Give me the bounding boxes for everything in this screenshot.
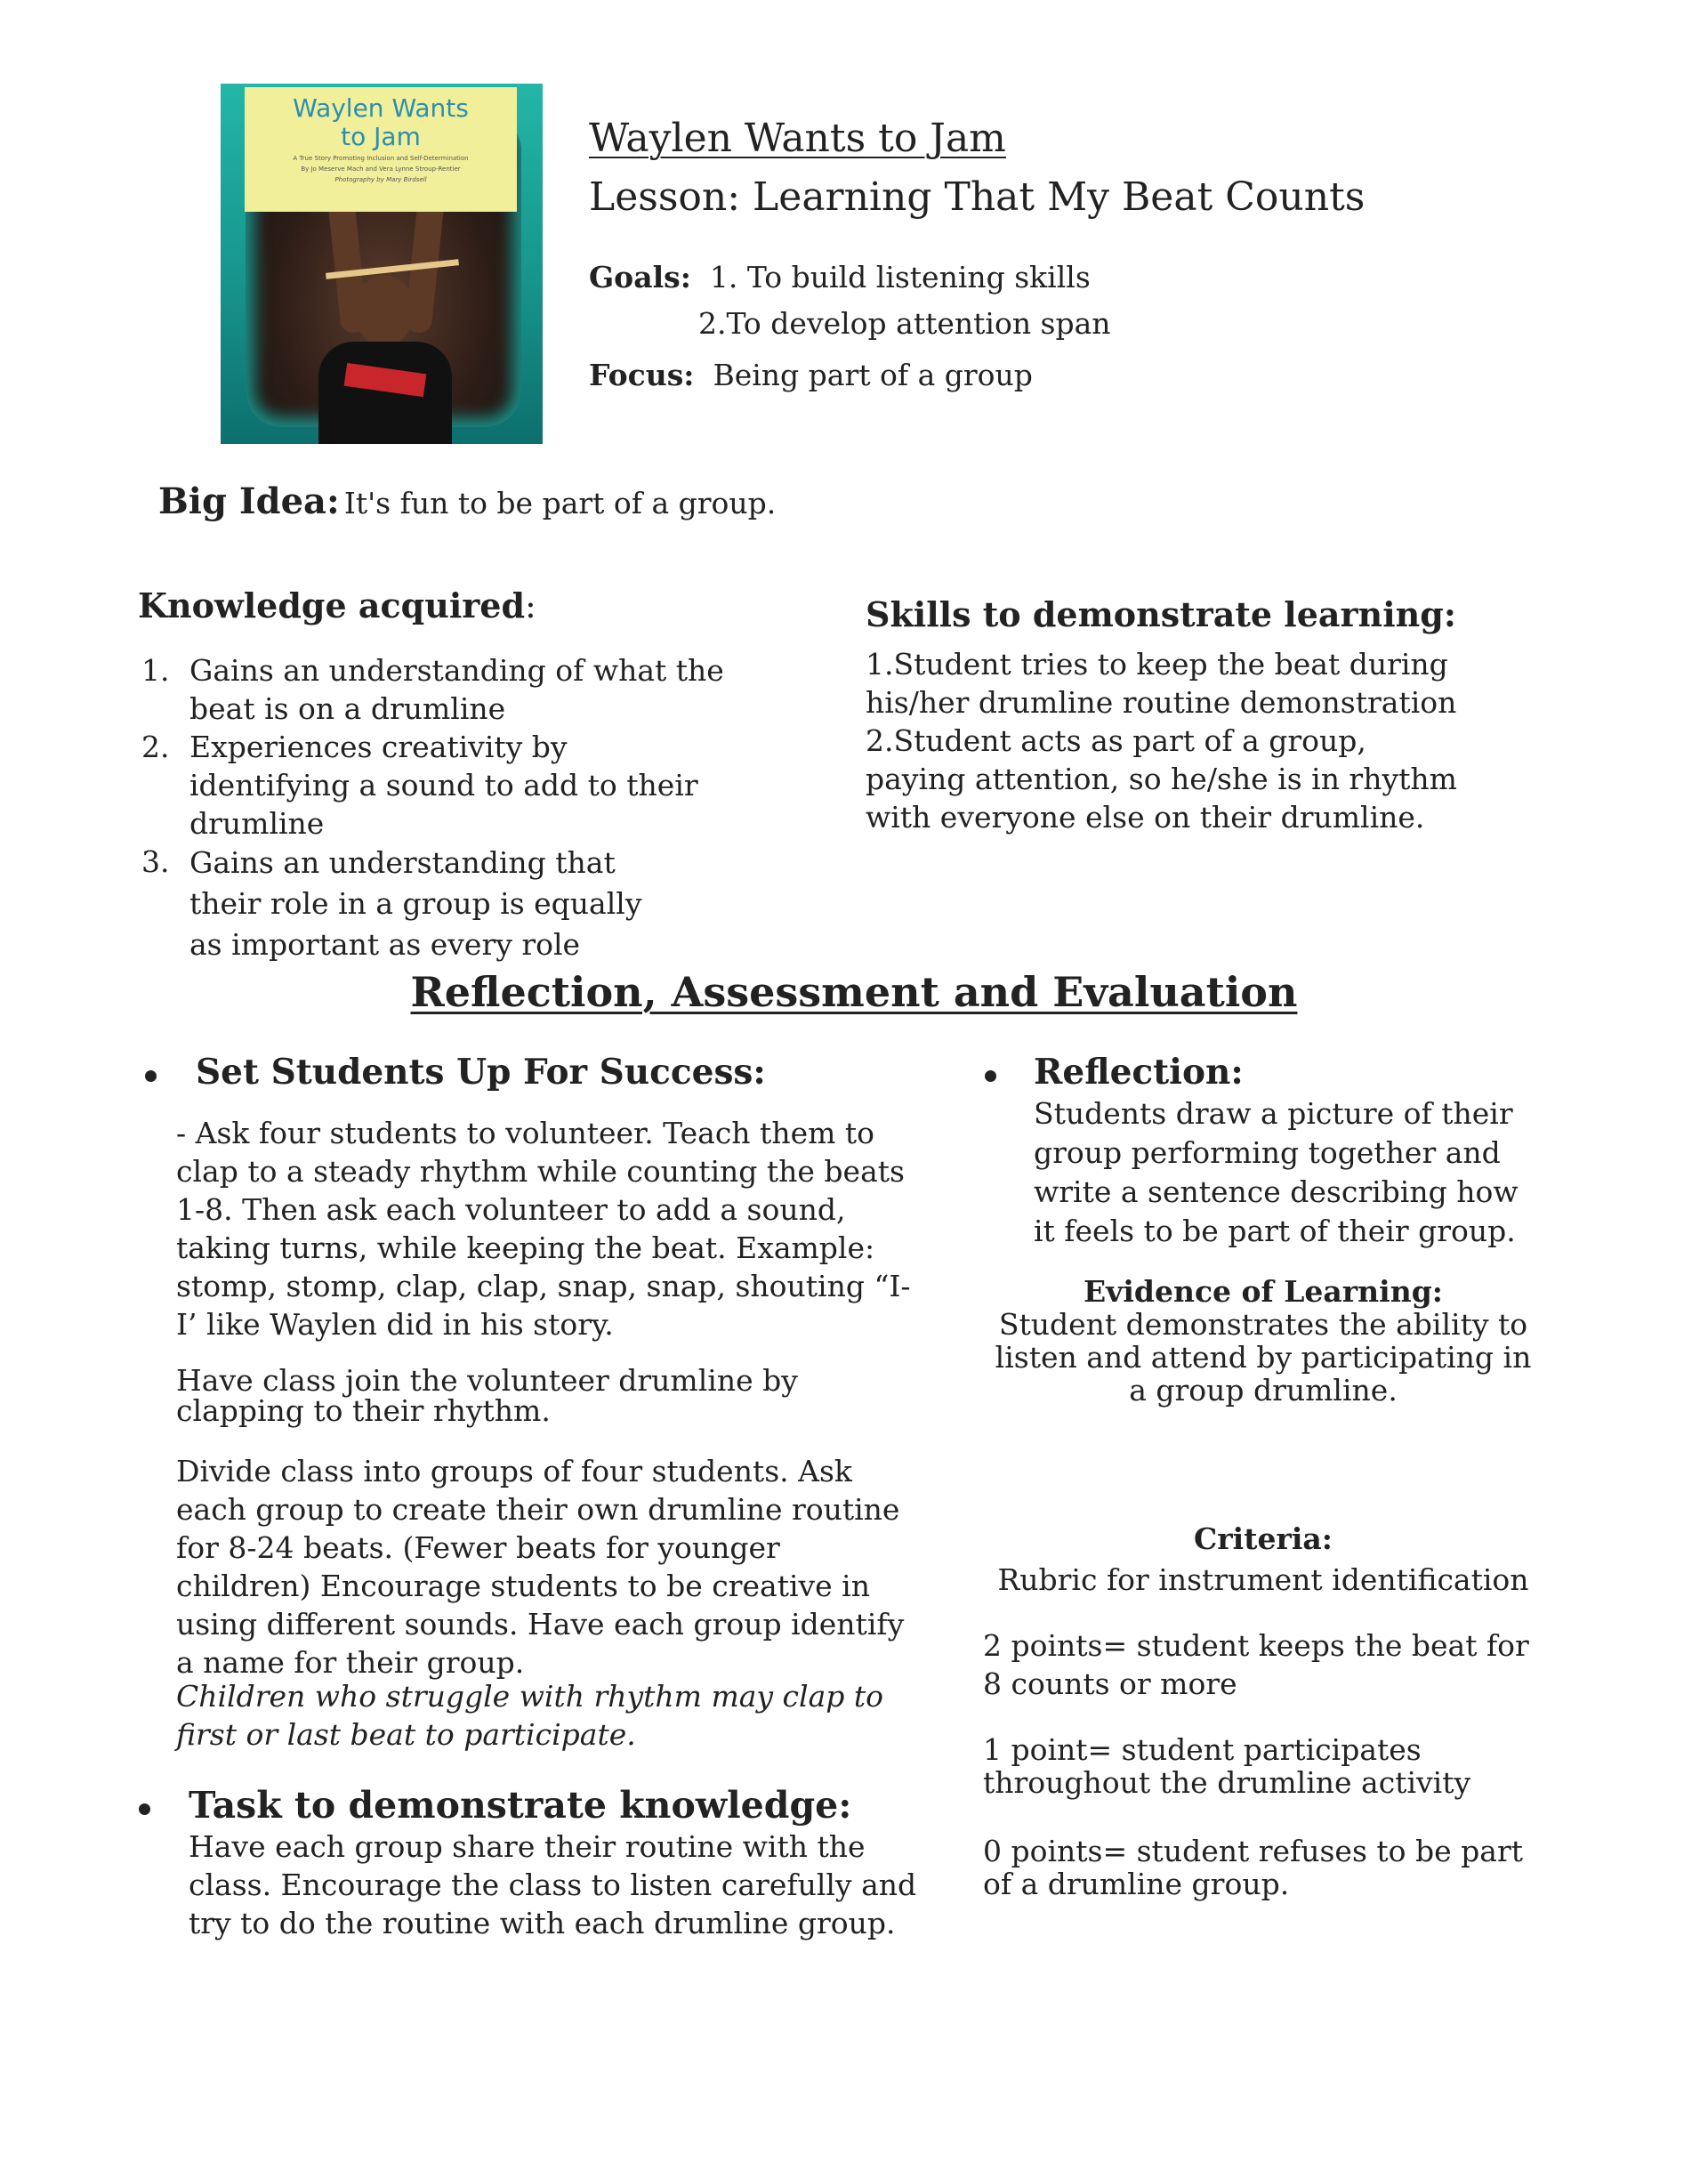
skills-heading: Skills to demonstrate learning: <box>866 594 1456 634</box>
focus-value: Being part of a group <box>713 358 1033 392</box>
success-paragraph-4: Children who struggle with rhythm may clap to first or last beat to participate. <box>176 1679 884 1752</box>
big-idea-label: Big Idea: <box>158 480 340 522</box>
cover-authors: By Jo Meserve Mach and Vera Lynne Stroup-Rentier <box>301 165 461 173</box>
bullet-icon <box>139 1803 150 1815</box>
focus-line <box>589 356 1033 394</box>
bullet-icon <box>145 1070 157 1082</box>
cover-title-box <box>245 87 517 212</box>
cover-person-head <box>354 275 415 346</box>
goal-1: 1. To build listening skills <box>709 260 1091 294</box>
goal-2: 2.To develop attention span <box>698 306 1111 341</box>
list-item-number: 1. <box>141 653 170 688</box>
success-heading: Set Students Up For Success: <box>196 1052 766 1093</box>
list-item-text: Experiences creativity by identifying a sound to add to their drumline <box>189 730 698 841</box>
skills-item-2: 2.Student acts as part of a group, paying attention, so he/she is in rhythm with everyone else on their drumline. <box>866 723 1457 835</box>
criteria-subtitle: Rubric for instrument identification <box>997 1562 1529 1597</box>
criteria-0-points: 0 points= student refuses to be part of a drumline group. <box>983 1834 1523 1901</box>
list-item-number: 2. <box>141 730 170 764</box>
goals-line-1 <box>589 258 1091 296</box>
cover-title-line2: to Jam <box>341 122 421 151</box>
book-cover-image <box>221 84 543 444</box>
cover-person-shirt <box>318 342 452 444</box>
knowledge-heading-colon: : <box>525 586 536 625</box>
rae-heading-text: Reflection, Assessment and Evaluation <box>410 968 1298 1016</box>
list-item-text: Gains an understanding that their role in a group is equally as important as every role <box>189 845 642 962</box>
goals-label: Goals: <box>589 260 691 294</box>
reflection-heading: Reflection: <box>1034 1052 1244 1093</box>
rae-heading <box>0 965 1708 1019</box>
success-paragraph-3: Divide class into groups of four students. Ask each group to create their own drumline routine for 8-24 beats. (Fewer beats for younger children) Encourage students to be creative in using different sounds. Have each group identify a name for their group. <box>176 1454 905 1680</box>
evidence-text: Student demonstrates the ability to listen and attend by participating in a group drumline. <box>995 1307 1532 1408</box>
list-item <box>138 843 670 965</box>
knowledge-heading-text: Knowledge acquired <box>138 585 526 625</box>
book-title: Waylen Wants to Jam <box>589 116 1006 161</box>
list-item-text: Gains an understanding of what the beat is on a drumline <box>189 653 724 726</box>
skills-item-1: 1.Student tries to keep the beat during his/her drumline routine demonstration <box>866 647 1457 720</box>
cover-title <box>245 94 517 151</box>
knowledge-list <box>138 651 725 965</box>
list-item-number: 3. <box>141 844 170 879</box>
bullet-icon <box>985 1070 996 1082</box>
criteria-1-point: 1 point= student participates throughout the drumline activity <box>983 1732 1471 1800</box>
task-heading: Task to demonstrate knowledge: <box>189 1784 852 1827</box>
task-text: Have each group share their routine with the class. Encourage the class to listen carefully and try to do the routine with each drumline group. <box>189 1829 917 1940</box>
cover-credits <box>245 155 517 184</box>
criteria-heading: Criteria: <box>1194 1521 1333 1556</box>
focus-label: Focus: <box>589 358 695 392</box>
cover-title-line1: Waylen Wants <box>293 93 469 123</box>
list-item <box>138 651 725 728</box>
success-paragraph-1: - Ask four students to volunteer. Teach them to clap to a steady rhythm while counting the beats 1-8. Then ask each volunteer to add a sound, taking turns, while keeping the beat. Example: stomp, stomp, clap, clap, snap, snap, shouting “I-I’ like Waylen did in his story. <box>176 1116 911 1342</box>
big-idea <box>158 480 776 522</box>
lesson-title: Lesson: Learning That My Beat Counts <box>589 174 1366 220</box>
knowledge-heading <box>138 584 536 628</box>
reflection-text: Students draw a picture of their group performing together and write a sentence describing how it feels to be part of their group. <box>1034 1096 1519 1248</box>
skills-list <box>866 645 1488 836</box>
big-idea-value: It's fun to be part of a group. <box>343 486 777 520</box>
success-paragraph-2: Have class join the volunteer drumline by clapping to their rhythm. <box>176 1363 798 1428</box>
cover-subtitle: A True Story Promoting Inclusion and Self-Determination <box>293 155 469 162</box>
criteria-2-points: 2 points= student keeps the beat for 8 counts or more <box>983 1628 1529 1701</box>
list-item <box>138 728 725 843</box>
evidence-heading: Evidence of Learning: <box>1084 1274 1443 1309</box>
cover-photo-credit: Photography by Mary Birdsell <box>334 176 427 183</box>
